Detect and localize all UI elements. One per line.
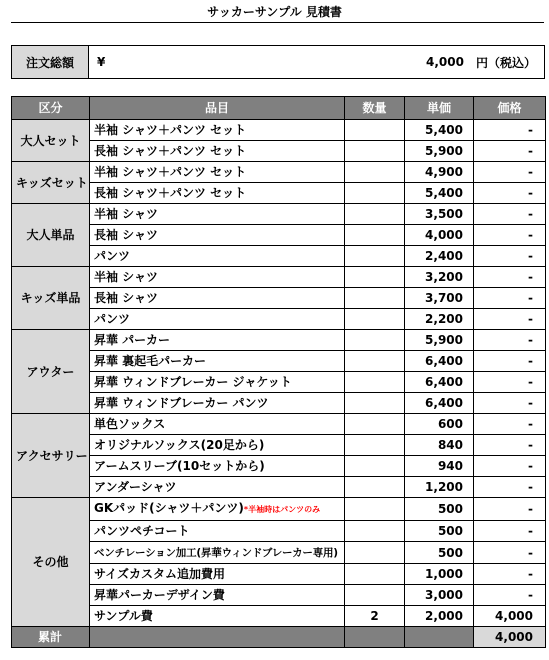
- unit-price-cell: 2,200: [405, 309, 474, 330]
- header-price: 価格: [474, 97, 546, 120]
- order-total-label: 注文総額: [12, 46, 89, 79]
- quantity-cell: [345, 542, 405, 564]
- item-name-cell: [90, 288, 345, 309]
- unit-price-cell: 500: [405, 542, 474, 564]
- quantity-cell: [345, 204, 405, 225]
- unit-price-cell: 6,400: [405, 372, 474, 393]
- quantity-cell: [345, 141, 405, 162]
- table-row: [12, 330, 546, 351]
- unit-price-cell: 4,000: [405, 225, 474, 246]
- unit-price-cell: 5,400: [405, 120, 474, 141]
- price-cell: -: [474, 477, 546, 498]
- item-name-cell: [90, 162, 345, 183]
- table-row: [12, 477, 546, 498]
- category-cell: キッズ単品: [12, 267, 90, 330]
- quantity-cell: [345, 288, 405, 309]
- item-name: アンダーシャツ: [94, 480, 177, 494]
- unit-price-cell: 5,400: [405, 183, 474, 204]
- quantity-cell: [345, 498, 405, 521]
- price-cell: -: [474, 564, 546, 585]
- unit-price-cell: 940: [405, 456, 474, 477]
- header-category: 区分: [12, 97, 90, 120]
- order-total-amount: 4,000: [426, 55, 464, 69]
- header-unit-price: 単価: [405, 97, 474, 120]
- item-name-cell: [90, 267, 345, 288]
- unit-price-cell: 6,400: [405, 393, 474, 414]
- quantity-cell: [345, 309, 405, 330]
- quantity-cell: [345, 120, 405, 141]
- item-name: 昇華 ウィンドブレーカー パンツ: [94, 396, 269, 410]
- price-cell: -: [474, 204, 546, 225]
- table-row: [12, 183, 546, 204]
- summary-empty-price: [405, 627, 474, 648]
- price-cell: -: [474, 225, 546, 246]
- item-name: パンツ: [94, 249, 131, 263]
- item-name: サンプル費: [94, 609, 153, 623]
- unit-price-cell: 3,700: [405, 288, 474, 309]
- unit-price-cell: 3,200: [405, 267, 474, 288]
- item-name-cell: [90, 414, 345, 435]
- unit-price-cell: 2,000: [405, 606, 474, 627]
- quantity-cell: [345, 435, 405, 456]
- quantity-cell: [345, 477, 405, 498]
- item-name: GKパッド(シャツ＋パンツ): [94, 501, 244, 515]
- price-cell: -: [474, 351, 546, 372]
- quantity-cell: 2: [345, 606, 405, 627]
- item-name: 昇華 ウィンドブレーカー ジャケット: [94, 375, 292, 389]
- price-cell: -: [474, 372, 546, 393]
- price-cell: -: [474, 542, 546, 564]
- item-name-cell: [90, 585, 345, 606]
- item-name-cell: [90, 477, 345, 498]
- unit-price-cell: 500: [405, 498, 474, 521]
- header-item: 品目: [90, 97, 345, 120]
- item-name: オリジナルソックス(20足から): [94, 438, 265, 452]
- category-cell: その他: [12, 498, 90, 627]
- table-row: [12, 372, 546, 393]
- price-cell: -: [474, 585, 546, 606]
- quantity-cell: [345, 521, 405, 542]
- item-name-cell: [90, 141, 345, 162]
- table-row: [12, 521, 546, 542]
- unit-price-cell: 3,500: [405, 204, 474, 225]
- quantity-cell: [345, 585, 405, 606]
- price-cell: -: [474, 456, 546, 477]
- price-cell: -: [474, 393, 546, 414]
- item-name: 半袖 シャツ＋パンツ セット: [94, 165, 247, 179]
- category-cell: アクセサリー: [12, 414, 90, 498]
- quantity-cell: [345, 456, 405, 477]
- item-name-cell: [90, 372, 345, 393]
- price-cell: -: [474, 162, 546, 183]
- quantity-cell: [345, 564, 405, 585]
- order-total-box: [11, 45, 545, 79]
- item-name: 長袖 シャツ＋パンツ セット: [94, 186, 247, 200]
- price-cell: -: [474, 414, 546, 435]
- summary-label: 累計: [12, 627, 90, 648]
- table-row: [12, 204, 546, 225]
- quantity-cell: [345, 330, 405, 351]
- quantity-cell: [345, 393, 405, 414]
- unit-price-cell: 3,000: [405, 585, 474, 606]
- item-name-cell: [90, 435, 345, 456]
- table-row: [12, 435, 546, 456]
- item-name: 単色ソックス: [94, 417, 166, 431]
- item-name-cell: [90, 120, 345, 141]
- quantity-cell: [345, 414, 405, 435]
- document-title: サッカーサンプル 見積書: [207, 5, 342, 19]
- item-note: *半袖時はパンツのみ: [243, 505, 321, 514]
- quantity-cell: [345, 183, 405, 204]
- order-total-value: [89, 46, 545, 79]
- category-cell: キッズセット: [12, 162, 90, 204]
- unit-price-cell: 5,900: [405, 330, 474, 351]
- unit-price-cell: 600: [405, 414, 474, 435]
- unit-price-cell: 500: [405, 521, 474, 542]
- item-name-cell: [90, 606, 345, 627]
- order-total-unit: 円（税込）: [475, 55, 536, 70]
- price-cell: -: [474, 141, 546, 162]
- item-name-cell: [90, 542, 345, 564]
- price-cell: -: [474, 120, 546, 141]
- item-name-cell: [90, 521, 345, 542]
- category-cell: 大人セット: [12, 120, 90, 162]
- price-cell: -: [474, 288, 546, 309]
- item-name-cell: [90, 204, 345, 225]
- table-row: [12, 498, 546, 521]
- item-name-cell: [90, 246, 345, 267]
- quantity-cell: [345, 225, 405, 246]
- item-name: 長袖 シャツ: [94, 291, 158, 305]
- table-row: [12, 288, 546, 309]
- item-name-cell: [90, 309, 345, 330]
- table-row: [12, 267, 546, 288]
- price-cell: -: [474, 246, 546, 267]
- summary-empty-item: [90, 627, 345, 648]
- unit-price-cell: 1,200: [405, 477, 474, 498]
- item-name: ベンチレーション加工(昇華ウィンドブレーカー専用): [94, 547, 338, 559]
- table-row: [12, 246, 546, 267]
- price-cell: -: [474, 330, 546, 351]
- item-name-cell: [90, 564, 345, 585]
- unit-price-cell: 2,400: [405, 246, 474, 267]
- item-name-cell: [90, 498, 345, 521]
- unit-price-cell: 5,900: [405, 141, 474, 162]
- title-underline: [11, 22, 544, 23]
- item-name: 昇華 パーカー: [94, 333, 170, 347]
- item-name: 半袖 シャツ: [94, 207, 158, 221]
- summary-amount: 4,000: [474, 627, 546, 648]
- item-name: アームスリーブ(10セットから): [94, 459, 265, 473]
- item-name: 半袖 シャツ: [94, 270, 158, 284]
- item-name: パンツ: [94, 312, 131, 326]
- price-cell: -: [474, 267, 546, 288]
- item-name: 昇華 裏起毛パーカー: [94, 354, 206, 368]
- quantity-cell: [345, 246, 405, 267]
- unit-price-cell: 1,000: [405, 564, 474, 585]
- table-row: [12, 162, 546, 183]
- price-cell: -: [474, 183, 546, 204]
- table-row: [12, 542, 546, 564]
- summary-row: [12, 627, 546, 648]
- category-cell: 大人単品: [12, 204, 90, 267]
- quantity-cell: [345, 372, 405, 393]
- price-cell: -: [474, 435, 546, 456]
- category-cell: アウター: [12, 330, 90, 414]
- item-name: 長袖 シャツ＋パンツ セット: [94, 144, 247, 158]
- price-cell: 4,000: [474, 606, 546, 627]
- quantity-cell: [345, 267, 405, 288]
- header-qty: 数量: [345, 97, 405, 120]
- unit-price-cell: 6,400: [405, 351, 474, 372]
- item-name-cell: [90, 393, 345, 414]
- table-header-row: [12, 97, 546, 120]
- table-row: [12, 141, 546, 162]
- table-row: [12, 120, 546, 141]
- item-name: パンツペチコート: [94, 524, 190, 538]
- price-cell: -: [474, 521, 546, 542]
- yen-symbol: ¥: [97, 55, 106, 69]
- unit-price-cell: 4,900: [405, 162, 474, 183]
- quantity-cell: [345, 351, 405, 372]
- quantity-cell: [345, 162, 405, 183]
- item-name: 昇華パーカーデザイン費: [94, 588, 225, 602]
- table-row: [12, 309, 546, 330]
- table-row: [12, 606, 546, 627]
- item-name: 長袖 シャツ: [94, 228, 158, 242]
- table-row: [12, 456, 546, 477]
- item-name-cell: [90, 225, 345, 246]
- item-name-cell: [90, 456, 345, 477]
- table-row: [12, 225, 546, 246]
- item-name-cell: [90, 330, 345, 351]
- table-row: [12, 393, 546, 414]
- item-name: サイズカスタム追加費用: [94, 567, 226, 581]
- item-name: 半袖 シャツ＋パンツ セット: [94, 123, 247, 137]
- table-row: [12, 414, 546, 435]
- price-cell: -: [474, 309, 546, 330]
- table-row: [12, 564, 546, 585]
- unit-price-cell: 840: [405, 435, 474, 456]
- item-name-cell: [90, 351, 345, 372]
- summary-empty-qty: [345, 627, 405, 648]
- item-name-cell: [90, 183, 345, 204]
- price-cell: -: [474, 498, 546, 521]
- estimate-table: [11, 96, 546, 648]
- table-row: [12, 585, 546, 606]
- table-row: [12, 351, 546, 372]
